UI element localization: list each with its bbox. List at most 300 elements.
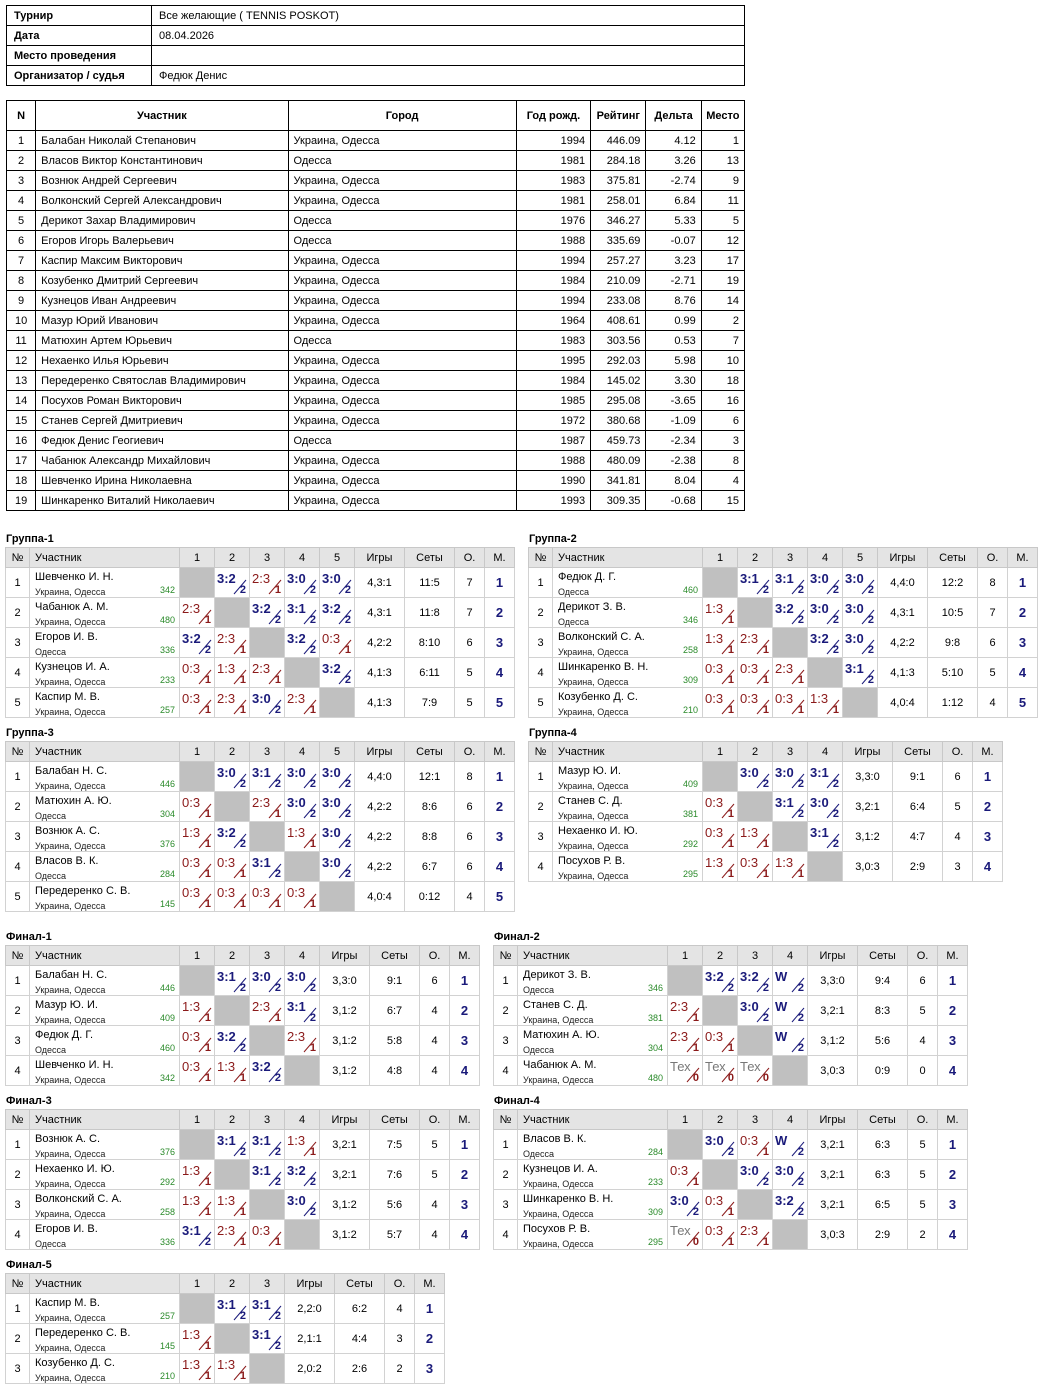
participant-cell: 6 [7,231,36,251]
sets-cell: 5:10 [928,658,978,688]
games-cell: 3,1:2 [320,1220,370,1250]
column-header: Сеты [370,1110,420,1130]
place-cell: 2 [1008,598,1038,628]
group-block [5,727,515,912]
player-rating: 342 [159,585,175,595]
match-score [250,1294,285,1324]
group-table [5,945,480,1086]
column-header: 1 [703,742,738,762]
group-row [6,1056,480,1086]
player-cell [518,1220,668,1250]
participant-cell: Станев Сергей Дмитриевич [36,411,288,431]
match-points: 1 [274,584,281,596]
player-name: Передеренко С. В. [35,1327,131,1339]
games-cell: 3,0:3 [808,1220,858,1250]
match-score [320,762,355,792]
points-cell: 6 [908,966,938,996]
points-cell: 0 [908,1056,938,1086]
place-cell: 4 [1008,658,1038,688]
match-score [285,628,320,658]
place-cell: 2 [450,996,480,1026]
group-row [494,1026,968,1056]
participant-cell: 10 [701,351,744,371]
group-block [5,533,515,718]
group-row [529,852,1003,882]
participant-cell: 1987 [516,431,590,451]
sets-cell: 8:6 [405,792,455,822]
column-header: Участник [30,548,180,568]
player-cell [30,1056,180,1086]
player-city: Украина, Одесса [35,1313,106,1323]
match-score [215,688,250,718]
match-points: 2 [309,982,316,994]
participant-cell: 15 [7,411,36,431]
match-points: 1 [204,838,211,850]
score-value: 2:3 [287,691,306,706]
score-value: 0:3 [740,691,759,706]
group-header [494,946,968,966]
info-row [7,66,745,86]
score-value: 3:2 [287,1163,306,1178]
column-header: № [6,946,30,966]
points-cell: 6 [455,852,485,882]
participant-cell: Федюк Денис Геогиевич [36,431,288,451]
match-score [215,568,250,598]
participant-row [7,251,745,271]
participant-row [7,491,745,511]
score-value: 3:1 [252,855,271,870]
points-cell: 4 [943,822,973,852]
column-header: Сеты [405,548,455,568]
games-cell: 4,2:2 [355,822,405,852]
match-points: 2 [239,982,246,994]
score-value: 0:3 [182,855,201,870]
participant-cell: Передеренко Святослав Владимирович [36,371,288,391]
games-cell: 3,2:1 [843,792,893,822]
match-score [285,882,320,912]
player-cell [553,658,703,688]
score-value: 1:3 [705,601,724,616]
match-points: 0 [692,1236,699,1248]
match-points: 2 [309,1176,316,1188]
score-value: 0:3 [182,691,201,706]
player-name: Козубенко Д. С. [35,1357,115,1369]
place-cell: 4 [938,1056,968,1086]
participant-cell: 1981 [516,191,590,211]
participant-cell: Одесса [288,331,516,351]
score-value: 3:2 [252,601,271,616]
group-header [6,946,480,966]
participant-cell: 1994 [516,291,590,311]
score-value: 3:2 [775,1193,794,1208]
player-city: Украина, Одесса [523,1015,594,1025]
participant-cell: 13 [701,151,744,171]
match-score [703,1026,738,1056]
info-value: Все желающие ( TENNIS POSKOT) [152,6,745,26]
match-score [250,658,285,688]
match-score [738,996,773,1026]
match-score [180,822,215,852]
sets-cell: 2:9 [858,1220,908,1250]
participant-cell: 145.02 [591,371,646,391]
column-header: 4 [808,742,843,762]
row-number: 3 [6,1190,30,1220]
match-score [843,598,878,628]
column-header: 3 [773,742,808,762]
participant-cell: 1990 [516,471,590,491]
participant-cell: Дерикот Захар Владимирович [36,211,288,231]
points-cell: 4 [420,996,450,1026]
match-points: 2 [797,1042,804,1054]
match-points: 1 [344,644,351,656]
player-name: Каспир М. В. [35,1297,100,1309]
participant-cell: 9 [701,171,744,191]
match-points: 2 [797,1176,804,1188]
player-name: Матюхин А. Ю. [35,795,112,807]
score-value: 2:3 [775,661,794,676]
place-cell: 4 [973,852,1003,882]
score-value: 1:3 [182,825,201,840]
match-points: 2 [762,1176,769,1188]
match-points: 2 [762,778,769,790]
sets-cell: 6:7 [405,852,455,882]
match-points: 2 [344,614,351,626]
player-city: Украина, Одесса [35,1179,106,1189]
group-table [528,741,1003,882]
match-score [738,966,773,996]
group-row [494,966,968,996]
match-points: 1 [727,838,734,850]
match-points: 1 [204,1176,211,1188]
column-header: М. [485,548,515,568]
sets-cell: 7:6 [370,1160,420,1190]
points-cell: 5 [908,996,938,1026]
row-number: 1 [494,1130,518,1160]
match-score [320,792,355,822]
match-points: 0 [727,1072,734,1084]
column-header: О. [455,548,485,568]
player-rating: 304 [159,809,175,819]
column-header: Игры [878,548,928,568]
score-value: 3:0 [810,571,829,586]
column-header: Игры [355,742,405,762]
player-rating: 376 [159,1147,175,1157]
match-score [738,852,773,882]
self-cell [773,1220,808,1250]
participant-cell: Козубенко Дмитрий Сергеевич [36,271,288,291]
score-value: 0:3 [670,1163,689,1178]
player-cell [553,568,703,598]
group-table [493,1109,968,1250]
participant-cell: 2 [7,151,36,171]
self-cell [215,792,250,822]
row-number: 2 [6,1324,30,1354]
match-points: 1 [762,868,769,880]
place-cell: 2 [485,792,515,822]
sets-cell: 6:3 [858,1160,908,1190]
match-points: 2 [274,1310,281,1322]
games-cell: 4,0:4 [878,688,928,718]
group-table [528,547,1038,718]
points-cell: 4 [420,1220,450,1250]
match-points: 2 [867,644,874,656]
match-score [808,792,843,822]
match-score [250,688,285,718]
self-cell [250,822,285,852]
participant-cell: Балабан Николай Степанович [36,131,288,151]
self-cell [250,628,285,658]
place-cell: 3 [973,822,1003,852]
match-score [703,658,738,688]
match-score [215,822,250,852]
match-points: 2 [309,644,316,656]
match-points: 1 [727,644,734,656]
score-value: 3:2 [182,631,201,646]
score-value: 1:3 [705,855,724,870]
points-cell: 6 [455,792,485,822]
games-cell: 3,1:2 [320,1056,370,1086]
self-cell [738,1026,773,1056]
points-cell: 4 [420,1026,450,1056]
column-header: Игры [808,1110,858,1130]
participant-cell: 257.27 [591,251,646,271]
participant-row [7,351,745,371]
score-value: 1:3 [775,855,794,870]
column-header: Место [701,101,744,131]
games-cell: 4,2:2 [355,852,405,882]
row-number: 3 [6,1026,30,1056]
participant-cell: 10 [7,311,36,331]
place-cell: 3 [450,1026,480,1056]
score-value: 1:3 [810,691,829,706]
score-value: 3:2 [810,631,829,646]
score-value: 3:1 [775,571,794,586]
match-points: 2 [797,1146,804,1158]
place-cell: 3 [938,1026,968,1056]
participant-cell: 19 [701,271,744,291]
participant-cell: 8.04 [646,471,701,491]
participant-cell: 18 [7,471,36,491]
participant-cell: 1988 [516,451,590,471]
match-score [285,996,320,1026]
games-cell: 4,1:3 [355,688,405,718]
place-cell: 4 [485,852,515,882]
match-points: 1 [727,1042,734,1054]
games-cell: 3,3:0 [320,966,370,996]
participant-cell: 6 [701,411,744,431]
participant-cell: 3 [701,431,744,451]
match-points: 1 [309,1042,316,1054]
match-points: 2 [832,584,839,596]
match-points: 2 [692,1206,699,1218]
participant-cell: 14 [701,291,744,311]
player-rating: 336 [159,645,175,655]
match-score [180,1354,215,1384]
player-rating: 284 [159,869,175,879]
match-points: 2 [344,778,351,790]
match-points: 1 [239,1236,246,1248]
column-header: Участник [30,1110,180,1130]
score-value: 3:0 [775,765,794,780]
participant-row [7,331,745,351]
match-points: 2 [204,644,211,656]
row-number: 1 [6,1130,30,1160]
match-points: 1 [832,704,839,716]
group-title: Финал-4 [494,1095,540,1107]
self-cell [773,628,808,658]
match-score [773,966,808,996]
participant-cell: 4 [7,191,36,211]
row-number: 2 [529,598,553,628]
participant-cell: -3.65 [646,391,701,411]
self-cell [180,568,215,598]
player-cell [30,598,180,628]
self-cell [738,792,773,822]
match-points: 2 [832,644,839,656]
participant-cell: 1988 [516,231,590,251]
row-number: 4 [494,1056,518,1086]
match-score [250,1130,285,1160]
group-row [6,1026,480,1056]
player-name: Станев С. Д. [558,795,623,807]
sets-cell: 6:2 [335,1294,385,1324]
score-value: 2:3 [670,1029,689,1044]
score-value: 2:3 [252,999,271,1014]
participant-cell: 12 [7,351,36,371]
participant-row [7,391,745,411]
column-header: Рейтинг [591,101,646,131]
place-cell: 3 [938,1190,968,1220]
player-cell [30,1354,180,1384]
player-name: Егоров И. В. [35,631,98,643]
participant-cell: -1.09 [646,411,701,431]
place-cell: 1 [450,1130,480,1160]
player-name: Нехаенко И. Ю. [35,1163,115,1175]
score-value: 3:0 [287,1193,306,1208]
match-points: 2 [309,1206,316,1218]
score-value: 1:3 [182,1357,201,1372]
games-cell: 3,3:0 [843,762,893,792]
match-points: 2 [344,584,351,596]
match-points: 1 [204,808,211,820]
place-cell: 3 [485,628,515,658]
row-number: 4 [494,1220,518,1250]
match-score [180,1026,215,1056]
player-name: Нехаенко И. Ю. [558,825,638,837]
player-city: Одесса [523,1149,555,1159]
score-value: 2:3 [252,661,271,676]
info-value: Федюк Денис [152,66,745,86]
match-score [215,1056,250,1086]
participant-cell: 375.81 [591,171,646,191]
self-cell [738,1190,773,1220]
group-row [529,598,1038,628]
self-cell [843,688,878,718]
games-cell: 2,1:1 [285,1324,335,1354]
match-points: 2 [239,1310,246,1322]
match-points: 1 [692,1176,699,1188]
column-header: О. [385,1274,415,1294]
score-value: 1:3 [182,999,201,1014]
match-score [250,568,285,598]
group-row [6,822,515,852]
score-value: Тех [670,1223,691,1238]
row-number: 1 [6,762,30,792]
match-score [215,966,250,996]
group-row [6,568,515,598]
player-city: Украина, Одесса [35,781,106,791]
games-cell: 3,1:2 [843,822,893,852]
match-points: 1 [692,1012,699,1024]
column-header: Участник [30,742,180,762]
place-cell: 1 [973,762,1003,792]
column-header: Игры [320,946,370,966]
column-header: Сеты [928,548,978,568]
games-cell: 3,2:1 [320,1130,370,1160]
column-header: 2 [703,946,738,966]
group-header [529,548,1038,568]
column-header: № [529,548,553,568]
participant-cell: 3 [7,171,36,191]
match-score [320,852,355,882]
place-cell: 2 [938,996,968,1026]
column-header: Дельта [646,101,701,131]
tournament-info-table [6,5,745,86]
info-row [7,6,745,26]
match-points: 1 [204,1042,211,1054]
score-value: 3:2 [740,969,759,984]
match-score [285,688,320,718]
column-header: 4 [808,548,843,568]
column-header: Игры [285,1274,335,1294]
participant-cell: 3.30 [646,371,701,391]
column-header: 3 [250,548,285,568]
player-rating: 258 [682,645,698,655]
match-score [668,1220,703,1250]
place-cell: 2 [415,1324,445,1354]
match-points: 2 [832,778,839,790]
player-cell [553,762,703,792]
sets-cell: 6:5 [858,1190,908,1220]
column-header: 1 [668,1110,703,1130]
participant-cell: Украина, Одесса [288,351,516,371]
group-row [529,762,1003,792]
score-value: 1:3 [217,1059,236,1074]
player-cell [518,996,668,1026]
group-row [6,688,515,718]
player-name: Шевченко И. Н. [35,571,114,583]
participant-row [7,431,745,451]
player-city: Украина, Одесса [523,1179,594,1189]
participant-cell: Украина, Одесса [288,371,516,391]
column-header: М. [973,742,1003,762]
match-points: 0 [762,1072,769,1084]
points-cell: 4 [420,1190,450,1220]
score-value: Тех [705,1059,726,1074]
player-city: Украина, Одесса [558,647,629,657]
column-header: 3 [250,1110,285,1130]
place-cell: 2 [485,598,515,628]
score-value: 3:1 [217,1297,236,1312]
match-score [703,598,738,628]
participant-cell: 0.99 [646,311,701,331]
player-name: Федюк Д. Г. [35,1029,94,1041]
match-points: 2 [797,982,804,994]
column-header: Участник [518,946,668,966]
place-cell: 1 [415,1294,445,1324]
player-name: Балабан Н. С. [35,765,108,777]
score-value: 3:0 [845,601,864,616]
